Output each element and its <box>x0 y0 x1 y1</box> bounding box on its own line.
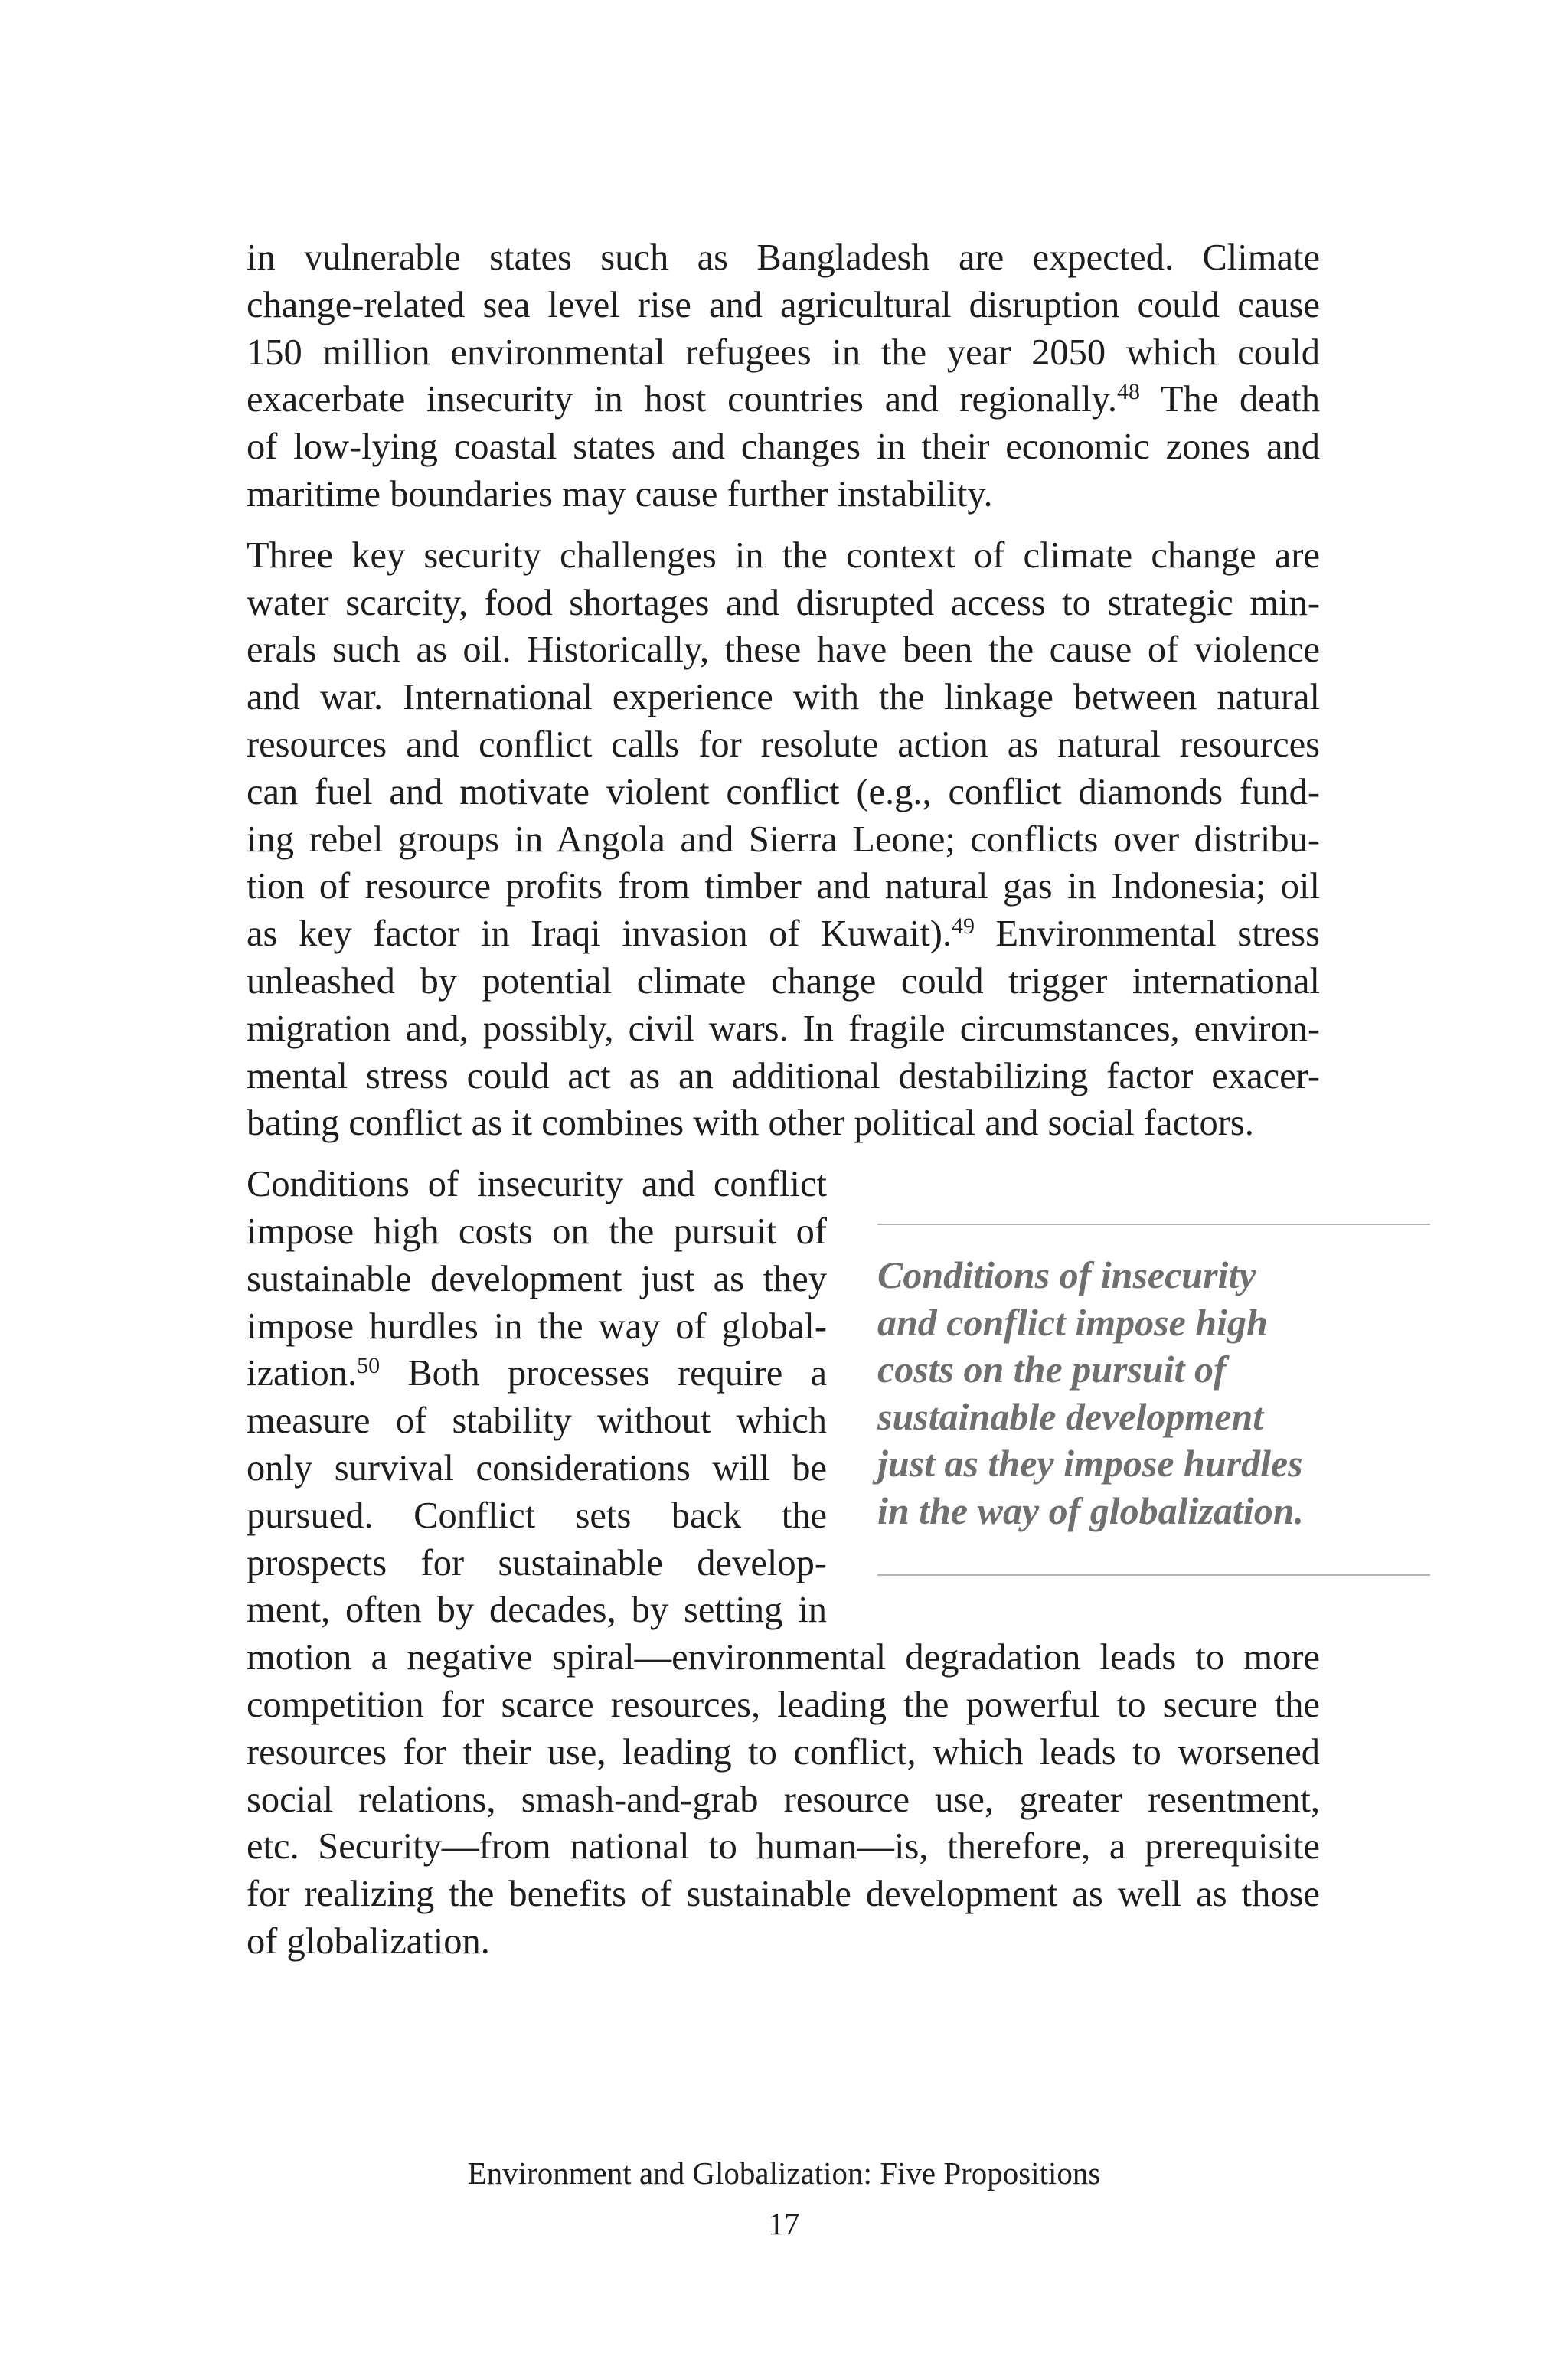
pull-quote-line: just as they impose hurdles <box>877 1442 1303 1485</box>
para2-line: can fuel and motivate violent conflict (e.g., conflict diamonds fund- <box>247 771 1320 812</box>
footnote-marker: 50 <box>357 1353 381 1379</box>
pull-quote-line: in the way of globalization. <box>877 1489 1305 1532</box>
footnote-marker: 49 <box>952 913 975 940</box>
para3-narrow-line: prospects for sustainable develop- <box>247 1542 827 1583</box>
para1-line: exacerbate insecurity in host countries and regionally.$^{48}$ The death <box>247 379 1320 420</box>
para3-wide-line: for realizing the benefits of sustainable development as well as those <box>247 1874 1320 1915</box>
para3-narrow-line: sustainable development just as they <box>247 1258 827 1299</box>
para2-line: ing rebel groups in Angola and Sierra Leone; conflicts over distribu- <box>247 819 1320 860</box>
para2-line: unleashed by potential climate change could trigger international <box>247 960 1320 1002</box>
para3-narrow-line: ment, often by decades, by setting in <box>247 1590 827 1631</box>
para2-line: bating conflict as it combines with other political and social factors. <box>247 1103 1254 1144</box>
para2-line: water scarcity, food shortages and disrupted access to strategic min- <box>247 582 1320 623</box>
para3-narrow-line: only survival considerations will be <box>247 1447 827 1489</box>
para3-narrow-line: impose high costs on the pursuit of <box>247 1211 827 1252</box>
para2-line: resources and conflict calls for resolute action as natural resources <box>247 724 1320 765</box>
para3-narrow-line: Conditions of insecurity and conflict <box>247 1164 827 1205</box>
footnote-marker: 48 <box>1116 379 1140 405</box>
body-text <box>247 234 1320 1966</box>
paragraph-2 <box>247 532 1320 1147</box>
para2-line: and war. International experience with the linkage between natural <box>247 677 1320 718</box>
para1-line: 150 million environmental refugees in the year 2050 which could <box>247 332 1320 373</box>
pull-quote-line: Conditions of insecurity <box>877 1253 1256 1296</box>
pull-quote-line: costs on the pursuit of <box>877 1348 1227 1391</box>
pull-quote-line: and conflict impose high <box>877 1300 1268 1344</box>
running-footer-title: Environment and Globalization: Five Propositions <box>467 2155 1101 2191</box>
para2-line: as key factor in Iraqi invasion of Kuwait).$^{49}$ Environmental stress <box>247 913 1320 955</box>
para3-wide-line: of globalization. <box>247 1920 490 1962</box>
para1-line: in vulnerable states such as Bangladesh are expected. Climate <box>247 237 1320 278</box>
pull-quote-text <box>877 1252 1413 1534</box>
para3-wide-line: competition for scarce resources, leading the powerful to secure the <box>247 1684 1320 1725</box>
para3-wide-line: social relations, smash-and-grab resource use, greater resentment, <box>247 1779 1320 1820</box>
para3-narrow-line: ization.$^{50}$ Both processes require a <box>247 1353 827 1394</box>
para1-line: change-related sea level rise and agricultural disruption could cause <box>247 284 1320 325</box>
para2-line: tion of resource profits from timber and natural gas in Indonesia; oil <box>247 866 1320 907</box>
paragraph-1 <box>247 234 1320 518</box>
para2-line: Three key security challenges in the context of climate change are <box>247 534 1320 576</box>
pull-quote <box>877 1224 1430 1576</box>
para3-narrow-line: measure of stability without which <box>247 1400 827 1442</box>
para2-line: migration and, possibly, civil wars. In fragile circumstances, environ- <box>247 1008 1320 1049</box>
para2-line: erals such as oil. Historically, these have been the cause of violence <box>247 629 1320 671</box>
para3-narrow-line: impose hurdles in the way of global- <box>247 1306 827 1347</box>
page-number: 17 <box>768 2206 800 2241</box>
pull-quote-line: sustainable development <box>877 1394 1264 1438</box>
para3-wide-line: etc. Security—from national to human—is, therefore, a prerequisite <box>247 1826 1320 1868</box>
para3-narrow-line: pursued. Conflict sets back the <box>247 1495 827 1536</box>
para3-wide-line: resources for their use, leading to conflict, which leads to worsened <box>247 1731 1320 1773</box>
para1-line: maritime boundaries may cause further instability. <box>247 473 993 515</box>
para3-wide-line: motion a negative spiral—environmental degradation leads to more <box>247 1637 1320 1678</box>
para2-line: mental stress could act as an additional destabilizing factor exacer- <box>247 1055 1320 1096</box>
para1-line: of low-lying coastal states and changes in their economic zones and <box>247 426 1320 468</box>
paragraph-3-continued <box>247 1634 1320 1966</box>
